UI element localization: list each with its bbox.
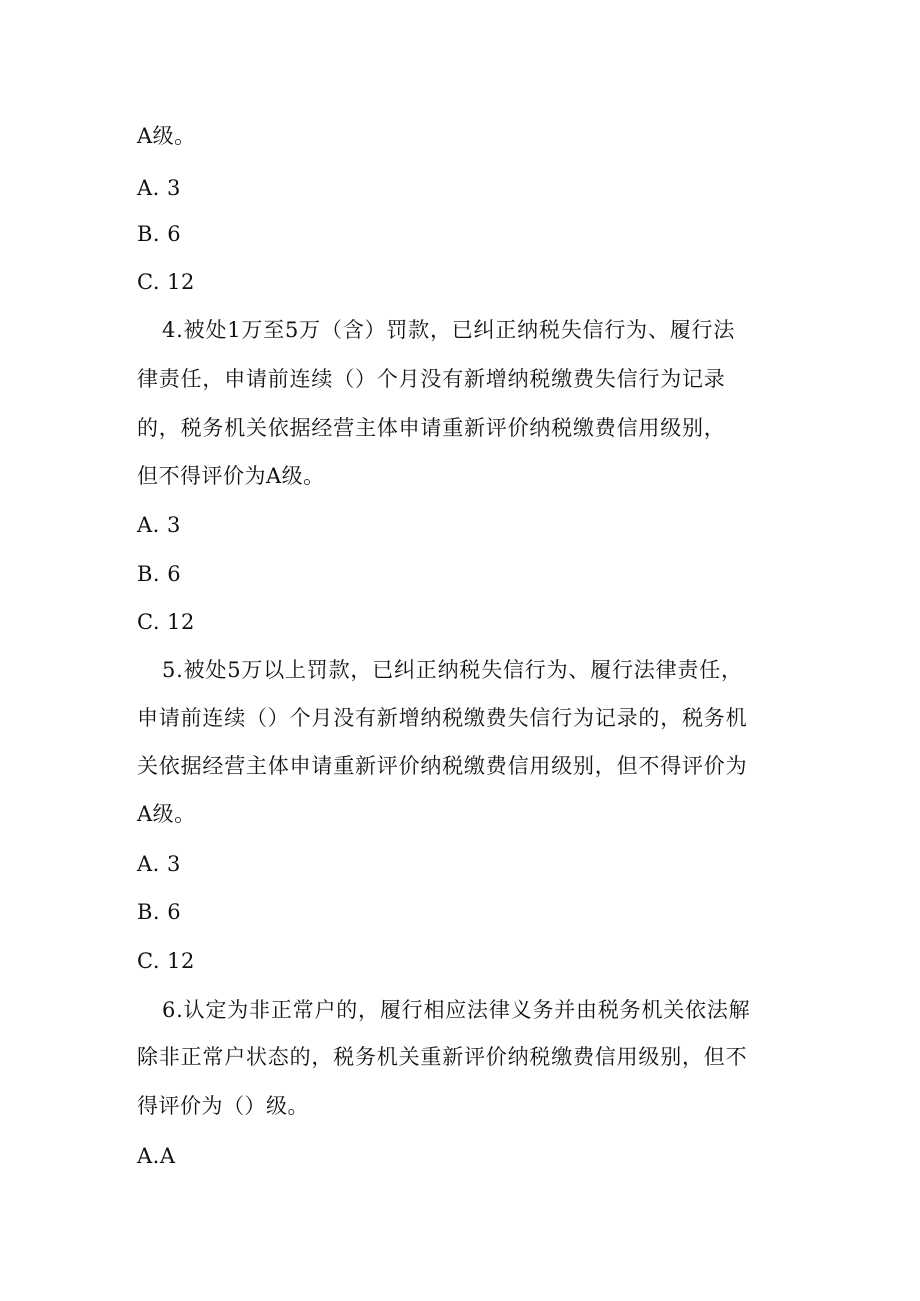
- question-4-line-3: 的，税务机关依据经营主体申请重新评价纳税缴费信用级别，: [137, 416, 726, 440]
- question-6-line-3: 得评价为（）级。: [137, 1094, 309, 1118]
- question-4-option-c: C. 12: [137, 610, 195, 634]
- question-6-line-2: 除非正常户状态的，税务机关重新评价纳税缴费信用级别，但不: [137, 1045, 748, 1069]
- question-6-line-1: 6.认定为非正常户的，履行相应法律义务并由税务机关依法解: [162, 998, 751, 1022]
- question-4-option-a: A. 3: [137, 513, 181, 537]
- question-5-number: 5.: [162, 658, 184, 682]
- question-4-line-2: 律责任，申请前连续（）个月没有新增纳税缴费失信行为记录: [137, 367, 726, 391]
- fragment-option-b: B. 6: [137, 222, 182, 246]
- question-4-line-1: 4.被处1万至5万（含）罚款，已纠正纳税失信行为、履行法: [162, 318, 736, 342]
- question-5-option-b: B. 6: [137, 900, 182, 924]
- question-6-option-a: A.A: [137, 1144, 176, 1168]
- fragment-option-c: C. 12: [137, 270, 195, 294]
- question-5-line-1: 5.被处5万以上罚款，已纠正纳税失信行为、履行法律责任，: [162, 658, 743, 682]
- question-5-option-c: C. 12: [137, 949, 195, 973]
- question-5-option-a: A. 3: [137, 852, 181, 876]
- question-4-option-b: B. 6: [137, 562, 182, 586]
- question-4-number: 4.: [162, 318, 184, 342]
- question-5-line-2: 申请前连续（）个月没有新增纳税缴费失信行为记录的，税务机: [137, 706, 748, 730]
- question-4-line-4: 但不得评价为A级。: [137, 464, 325, 488]
- question-5-line-4: A级。: [137, 802, 196, 826]
- fragment-tail: A级。: [137, 124, 196, 148]
- fragment-option-a: A. 3: [137, 176, 181, 200]
- question-6-number: 6.: [162, 998, 184, 1022]
- question-5-line-3: 关依据经营主体申请重新评价纳税缴费信用级别，但不得评价为: [137, 754, 748, 778]
